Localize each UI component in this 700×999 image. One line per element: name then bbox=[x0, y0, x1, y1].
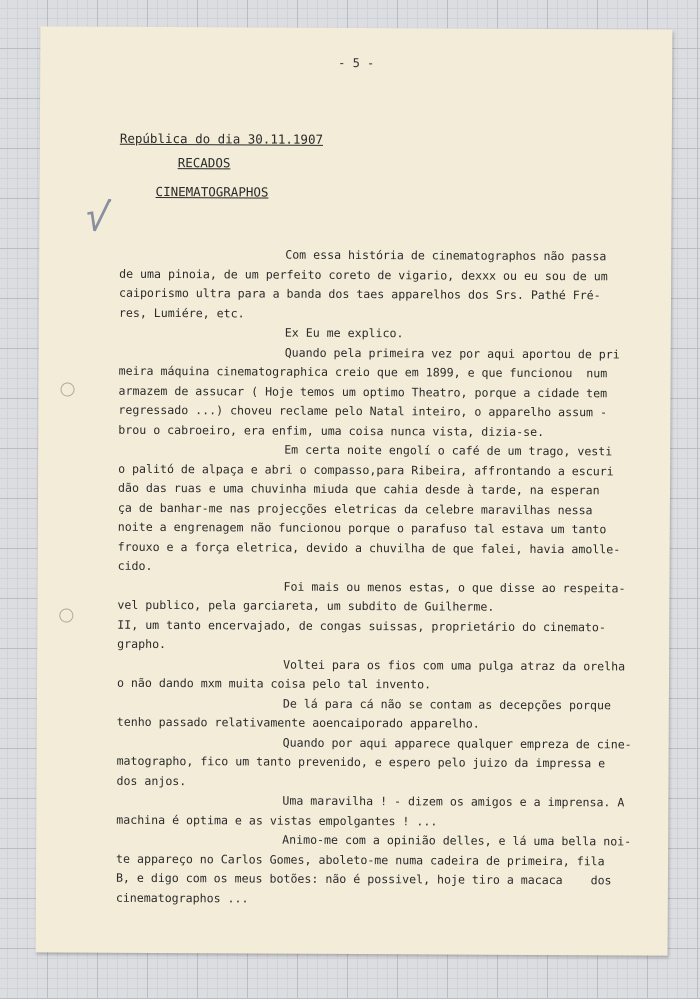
text-line: Em certa noite engolí o café de um trago, vesti bbox=[284, 442, 613, 459]
text-line: caiporismo ultra para a banda dos taes apparelhos dos Srs. Pathé Fré- bbox=[118, 285, 601, 303]
page-number: - 5 - bbox=[338, 55, 375, 71]
text-line: Animo-me com a opinião delles, e lá uma bella noi- bbox=[282, 832, 632, 849]
text-line: Quando pela primeira vez por aqui aportou de pri bbox=[284, 345, 620, 361]
text-line: te appareço no Carlos Gomes, aboleto-me numa cadeira de primeira, fila bbox=[116, 851, 605, 868]
text-line: Quando por aqui apparece qualquer empreza de cine- bbox=[282, 735, 632, 751]
text-line: dão das ruas e uma chuvinha miuda que cahia desde à tarde, na esperan bbox=[117, 480, 600, 498]
text-line: frouxo e a força eletrica, devido a chuvilha de que falei, havia amolle- bbox=[117, 539, 621, 556]
section-heading: RECADOS bbox=[177, 155, 231, 171]
source-heading: República do dia 30.11.1907 bbox=[119, 130, 324, 147]
text-line: dos anjos. bbox=[116, 773, 187, 788]
letter-body bbox=[116, 245, 639, 911]
text-line: B, e digo com os meus botões: não é possivel, hoje tiro a macaca dos bbox=[115, 870, 612, 888]
text-line: Com essa história de cinematographos não passa bbox=[285, 247, 607, 264]
text-line: regressado ...) choveu reclame pelo Natal inteiro, o apparelho assum - bbox=[118, 402, 608, 420]
text-line: brou o cabroeiro, era enfim, uma coisa nunca vista, dizia-se. bbox=[118, 422, 545, 439]
text-line: matographo, fico um tanto prevenido, e espero pelo juizo da impressa e bbox=[116, 753, 606, 771]
text-line: Foi mais ou menos estas, o que disse ao respeita- bbox=[283, 579, 626, 595]
text-line: o não dando mxm muita coisa pelo tal invento. bbox=[116, 675, 432, 692]
text-line: ça de banhar-me nas projecções eletricas da celebre maravilhas nessa bbox=[117, 500, 593, 517]
text-line: noite a engrenagem não funcionou porque o parafuso tal estava um tanto bbox=[117, 519, 607, 537]
text-line: cido. bbox=[117, 558, 153, 573]
text-line: Ex Eu me explico. bbox=[284, 325, 404, 341]
text-line: meira máquina cinematographica creio que em 1899, e que funcionou num bbox=[118, 363, 608, 381]
text-line: de uma pinoia, de um perfeito coreto de vigario, dexxx ou eu sou de um bbox=[119, 266, 608, 283]
text-line: De lá para cá não se contam as decepções porque bbox=[282, 696, 611, 712]
document-page bbox=[36, 26, 673, 955]
text-line: tenho passado relativamente aoencaiporado apparelho. bbox=[116, 714, 480, 731]
text-line: armazem de assucar ( Hoje temos um optimo Theatro, porque a cidade tem bbox=[118, 383, 608, 400]
text-line: Voltei para os fios com uma pulga atraz da orelha bbox=[283, 657, 626, 673]
text-line: o palitó de alpaça e abri o compasso,para Ribeira, affrontando a escuri bbox=[118, 461, 614, 478]
text-line: machina é optima e as vistas empolgantes ! ... bbox=[116, 812, 438, 828]
pencil-check-mark: √ bbox=[82, 193, 113, 243]
text-line: Uma maravilha ! - dizem os amigos e a imprensa. A bbox=[282, 793, 625, 810]
punch-hole-mark bbox=[59, 608, 73, 622]
text-line: res, Lumiére, etc. bbox=[118, 305, 245, 320]
subject-heading: CINEMATOGRAPHOS bbox=[155, 183, 269, 200]
punch-hole-mark bbox=[60, 382, 74, 396]
text-line: cinematographos ... bbox=[115, 890, 249, 905]
text-line: vel publico, pela garciareta, um subdito de Guilherme. bbox=[117, 597, 495, 614]
text-line: II, um tanto encervajado, de congas suissas, proprietário do cinemato- bbox=[117, 617, 606, 634]
text-line: grapho. bbox=[117, 636, 167, 652]
